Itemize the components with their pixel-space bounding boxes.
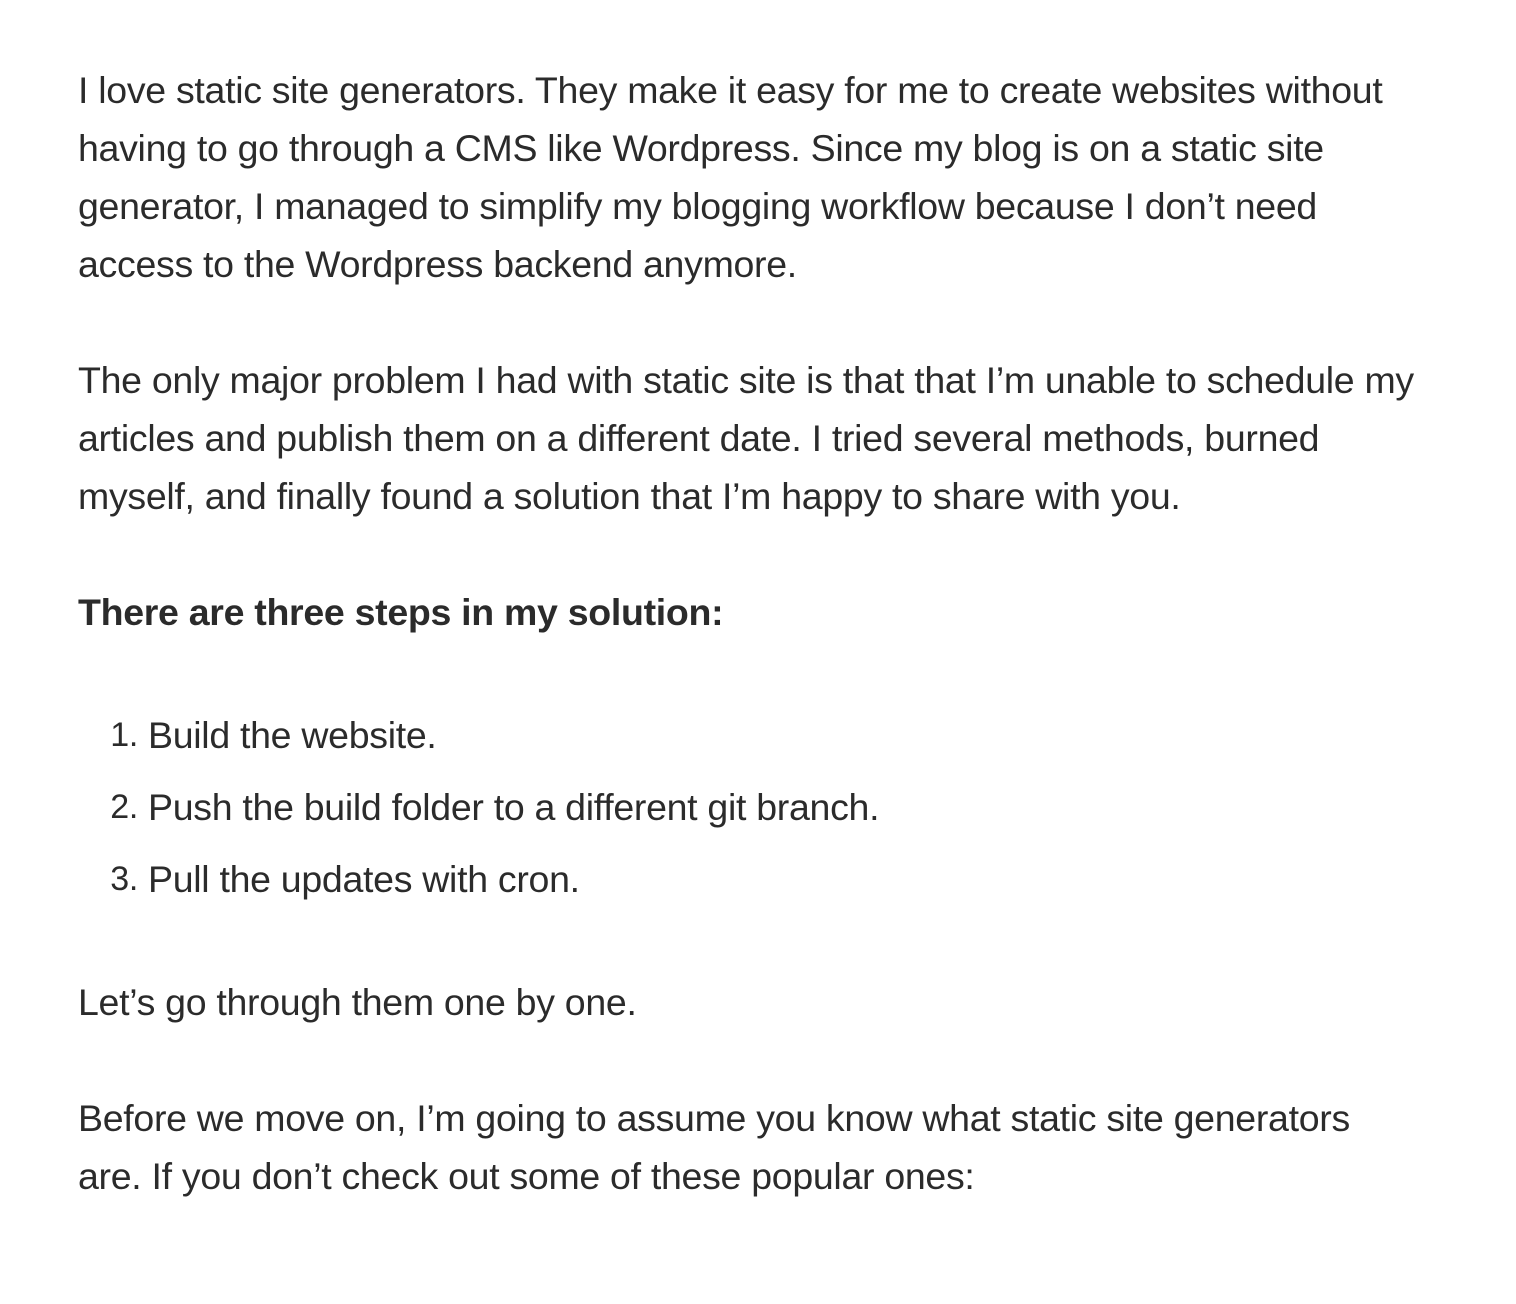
problem-paragraph: The only major problem I had with static site is that that I’m unable to schedule my articles and publish them on a different date. I tried several methods, burned myself, and finally found a solution that I’m happy to share with you. [78, 359, 1414, 517]
list-item [78, 699, 1416, 771]
list-item-number: 3. [110, 860, 138, 898]
list-item-number: 2. [110, 788, 138, 826]
list-item [78, 843, 1416, 915]
steps-list [78, 699, 1416, 915]
intro-paragraph: I love static site generators. They make it easy for me to create websites without having to go through a CMS like Wordpress. Since my blog is on a static site generator, I managed to simplify my blogging workflow because I don’t need access to the Wordpress backend anymore. [78, 69, 1383, 285]
assumption-paragraph: Before we move on, I’m going to assume you know what static site generators are. If you don’t check out some of these popular ones: [78, 1097, 1350, 1197]
transition-paragraph: Let’s go through them one by one. [78, 981, 637, 1023]
list-item-text: Build the website. [148, 714, 437, 756]
list-item [78, 771, 1416, 843]
list-item-text: Push the build folder to a different git branch. [148, 786, 880, 828]
steps-heading: There are three steps in my solution: [78, 591, 724, 633]
list-item-text: Pull the updates with cron. [148, 858, 580, 900]
list-item-number: 1. [110, 716, 138, 754]
